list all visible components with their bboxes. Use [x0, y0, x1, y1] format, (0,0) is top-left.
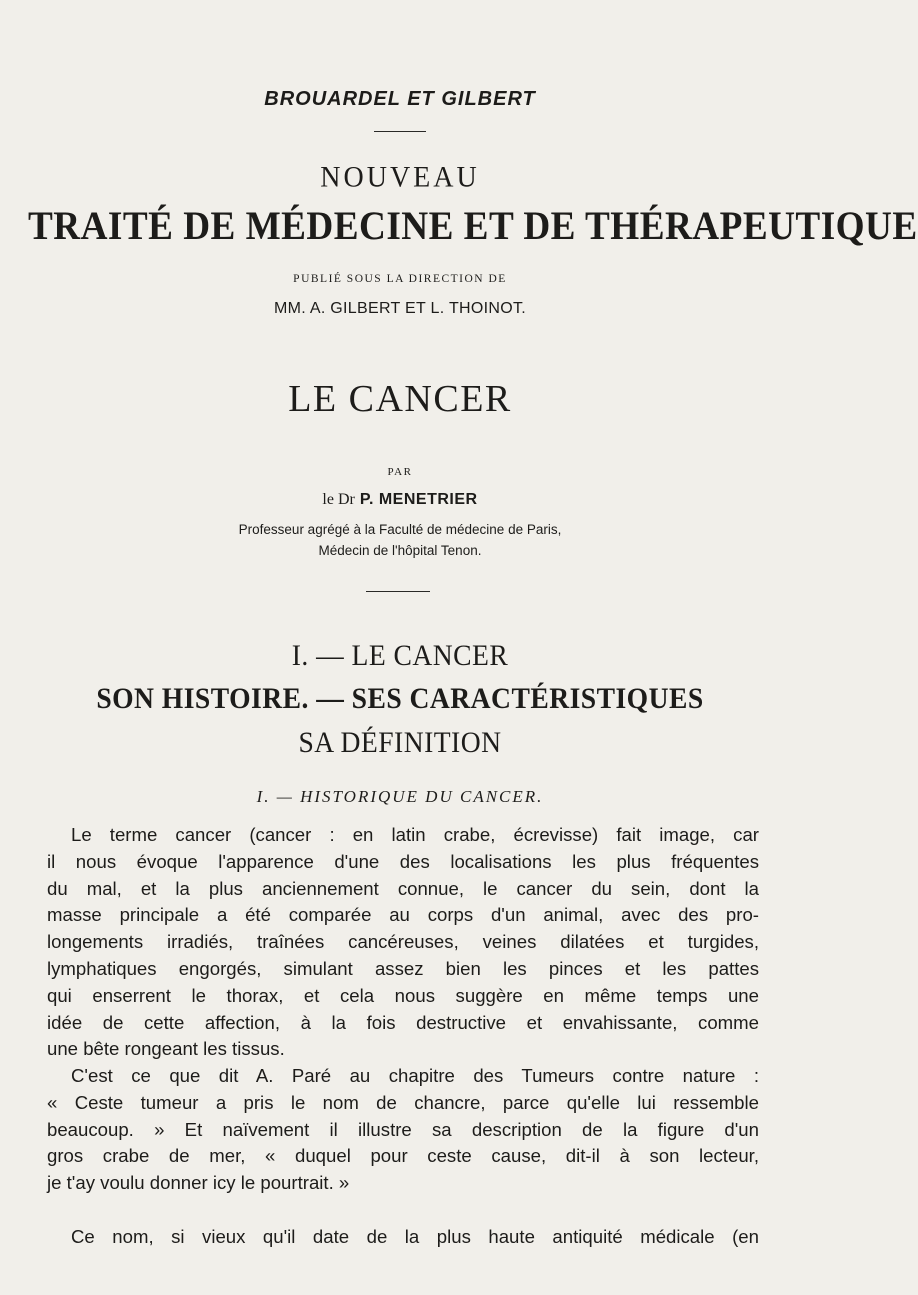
par-label: PAR [387, 466, 413, 478]
paragraph-line: masse principale a été comparée au corps d'un animal, avec des pro- [47, 904, 759, 926]
fascicle-title: LE CANCER [288, 378, 512, 420]
main-title: TRAITÉ DE MÉDECINE ET DE THÉRAPEUTIQUE [28, 203, 918, 248]
paragraph-line: du mal, et la plus anciennement connue, le cancer du sein, dont la [47, 877, 759, 899]
author-prefix: le Dr [322, 491, 355, 508]
paragraph-3 [47, 1224, 759, 1251]
section-divider-rule [366, 591, 430, 592]
paragraph-line: beaucoup. » Et naïvement il illustre sa description de la figure d'un [47, 1118, 759, 1140]
series-header: BROUARDEL ET GILBERT [264, 88, 536, 110]
author-name: P. MENETRIER [359, 491, 478, 508]
paragraph-line: Ce nom, si vieux qu'il date de la plus haute antiquité médicale (en [71, 1226, 759, 1247]
paragraph-line: « Ceste tumeur a pris le nom de chancre, parce qu'elle lui ressemble [47, 1091, 759, 1113]
paragraph-line: Le terme cancer (cancer : en latin crabe, écrevisse) fait image, car [71, 824, 759, 845]
paragraph-2 [47, 1063, 759, 1197]
author-affiliation-1: Professeur agrégé à la Faculté de médecine de Paris, [238, 522, 562, 537]
paragraph-line: longements irradiés, traînées cancéreuses, veines dilatées et turgides, [47, 931, 759, 953]
author-line [0, 491, 800, 509]
part-title-line-1: I. — LE CANCER [291, 639, 509, 672]
paragraph-line: je t'ay voulu donner icy le pourtrait. » [47, 1172, 350, 1194]
paragraph-1 [47, 822, 759, 1063]
paragraph-line: qui enserrent le thorax, et cela nous suggère en même temps une [47, 984, 759, 1006]
directors-line: MM. A. GILBERT ET L. THOINOT. [273, 300, 527, 317]
paragraph-line: il nous évoque l'apparence d'une des localisations les plus fréquentes [47, 850, 759, 872]
paragraph-line: gros crabe de mer, « duquel pour ceste cause, dit-il à son lecteur, [47, 1145, 759, 1167]
published-under-label: PUBLIÉ SOUS LA DIRECTION DE [293, 273, 507, 285]
paragraph-line: C'est ce que dit A. Paré au chapitre des Tumeurs contre nature : [71, 1065, 759, 1086]
part-title-line-2: SON HISTOIRE. — SES CARACTÉRISTIQUES [96, 682, 704, 715]
paragraph-line: idée de cette affection, à la fois destructive et envahissante, comme [47, 1011, 759, 1033]
section-title: I. — HISTORIQUE DU CANCER. [256, 787, 544, 806]
header-rule [374, 131, 426, 132]
paragraph-line: lymphatiques engorgés, simulant assez bien les pinces et les pattes [47, 957, 759, 979]
title-nouveau: NOUVEAU [320, 161, 480, 194]
paragraph-line: une bête rongeant les tissus. [47, 1038, 285, 1060]
author-affiliation-2: Médecin de l'hôpital Tenon. [318, 543, 482, 558]
part-title-line-3: SA DÉFINITION [298, 726, 502, 759]
